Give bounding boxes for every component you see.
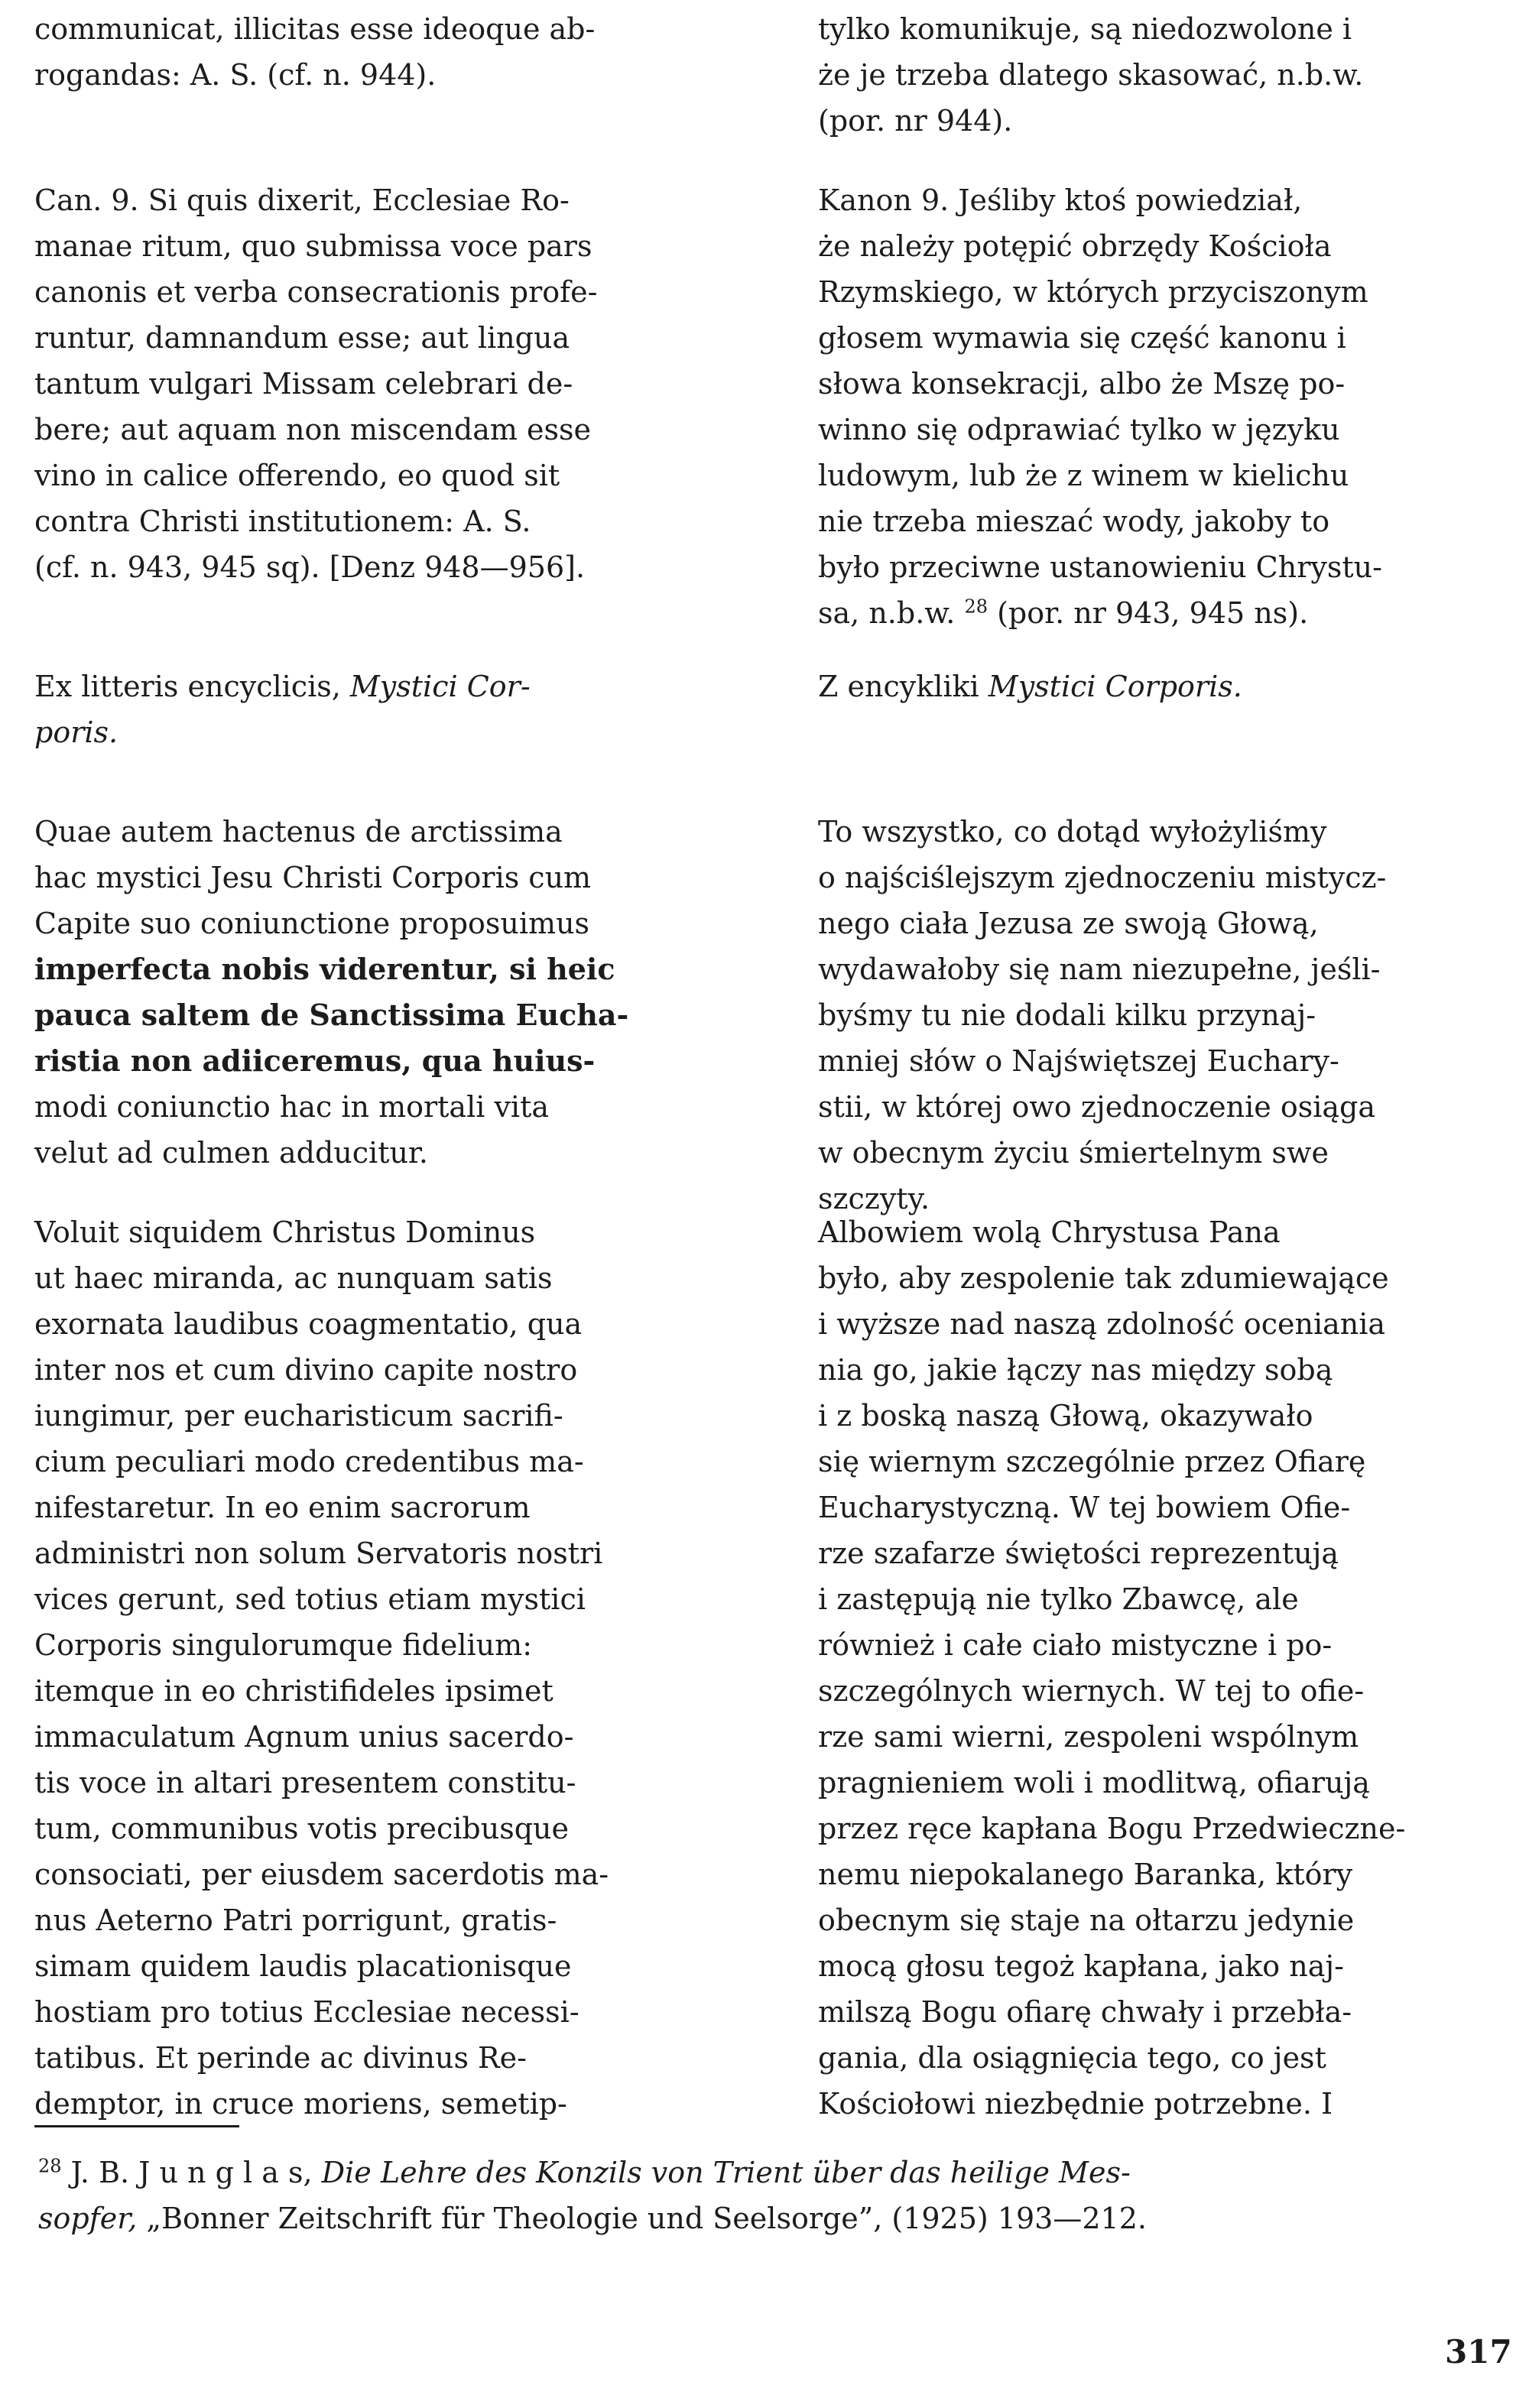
latin-intro-paragraph: [34, 6, 595, 98]
text-line: communicat, illicitas esse ideoque ab-: [34, 12, 596, 46]
footnote-title-cont: sopfer,: [38, 2202, 138, 2235]
text-line: pragnieniem woli i modlitwą, ofiarują: [818, 1766, 1370, 1800]
text-fragment: (por. nr 943, 945 ns).: [988, 596, 1309, 630]
text-line: gania, dla osiągnięcia tego, co jest: [818, 2041, 1326, 2075]
heading-line: [818, 664, 1242, 709]
text-line: canonis et verba consecrationis profe-: [34, 275, 598, 309]
text-line: rogandas: A. S. (cf. n. 944).: [34, 58, 437, 92]
page-number: 317: [1445, 2333, 1512, 2371]
text-line: o najściślejszym zjednoczeniu mistycz-: [818, 861, 1387, 894]
text-line: exornata laudibus coagmentatio, qua: [34, 1307, 583, 1341]
text-line: rze sami wierni, zespoleni wspólnym: [818, 1720, 1359, 1754]
text-line: się wiernym szczególnie przez Ofiarę: [818, 1445, 1366, 1478]
heading-title-italic-cont: poris.: [34, 716, 118, 749]
text-line: vino in calice offerendo, eo quod sit: [34, 459, 560, 492]
text-line: Kanon 9. Jeśliby ktoś powiedział,: [818, 183, 1303, 217]
text-line: immaculatum Agnum unius sacerdo-: [34, 1720, 574, 1754]
text-line: demptor, in cruce moriens, semetip-: [34, 2087, 567, 2121]
text-line: szczególnych wiernych. W tej to ofie-: [818, 1674, 1365, 1708]
text-line: było przeciwne ustanowieniu Chrystu-: [818, 550, 1382, 584]
text-line: obecnym się staje na ołtarzu jedynie: [818, 1903, 1355, 1937]
footnote-author: J. B. J u n g l a s,: [70, 2156, 313, 2189]
text-line: itemque in eo christifideles ipsimet: [34, 1674, 553, 1708]
text-line: stii, w której owo zjednoczenie osiąga: [818, 1090, 1376, 1124]
text-line: velut ad culmen adducitur.: [34, 1136, 429, 1170]
text-line: rze szafarze świętości reprezentują: [818, 1537, 1339, 1570]
footnote-citation: „Bonner Zeitschrift für Theologie und Seelsorge”, (1925) 193—212.: [137, 2202, 1147, 2235]
polish-intro-paragraph: [818, 6, 1363, 144]
text-line: (por. nr 944).: [818, 104, 1013, 138]
text-line: tylko komunikuje, są niedozwolone i: [818, 12, 1352, 46]
text-line: tatibus. Et perinde ac divinus Re-: [34, 2041, 527, 2075]
text-line: mniej słów o Najświętszej Euchary-: [818, 1044, 1339, 1078]
text-line: runtur, damnandum esse; aut lingua: [34, 321, 570, 355]
polish-canon-9: [818, 177, 1382, 636]
text-line: consociati, per eiusdem sacerdotis ma-: [34, 1858, 609, 1891]
text-line: hac mystici Jesu Christi Corporis cum: [34, 861, 592, 894]
text-line: milszą Bogu ofiarę chwały i przebła-: [818, 1995, 1352, 2029]
text-line: i z boską naszą Głową, okazywało: [818, 1399, 1313, 1433]
text-line: manae ritum, quo submissa voce pars: [34, 229, 592, 263]
text-line: [818, 590, 1382, 636]
text-line: Capite suo coniunctione proposuimus: [34, 907, 590, 940]
text-line: nus Aeterno Patri porrigunt, gratis-: [34, 1903, 557, 1937]
text-line: Quae autem hactenus de arctissima: [34, 815, 563, 849]
heading-text: Z encykliki: [818, 670, 988, 703]
text-line: vices gerunt, sed totius etiam mystici: [34, 1582, 586, 1616]
latin-quae-paragraph: [34, 809, 628, 1176]
text-line: Corporis singulorumque fidelium:: [34, 1628, 532, 1662]
text-line: cium peculiari modo credentibus ma-: [34, 1445, 584, 1478]
text-line: modi coniunctio hac in mortali vita: [34, 1090, 549, 1124]
text-line: contra Christi institutionem: A. S.: [34, 505, 531, 538]
text-line: inter nos et cum divino capite nostro: [34, 1353, 578, 1387]
text-line: Can. 9. Si quis dixerit, Ecclesiae Ro-: [34, 183, 570, 217]
polish-to-paragraph: [818, 809, 1386, 1222]
text-line: bere; aut aquam non miscendam esse: [34, 413, 591, 446]
heading-title-italic: Mystici Cor-: [349, 670, 531, 703]
text-line: Kościołowi niezbędnie potrzebne. I: [818, 2087, 1333, 2121]
footnote-line: [38, 2150, 1495, 2195]
text-line: mocą głosu tegoż kapłana, jako naj-: [818, 1949, 1345, 1983]
heading-line: [34, 664, 531, 709]
text-line: Eucharystyczną. W tej bowiem Ofie-: [818, 1491, 1351, 1524]
text-line: tantum vulgari Missam celebrari de-: [34, 367, 573, 401]
footnote-ref[interactable]: 28: [964, 596, 988, 618]
text-line: i wyższe nad naszą zdolność oceniania: [818, 1307, 1386, 1341]
text-line: ristia non adiiceremus, qua huius-: [34, 1043, 596, 1078]
latin-source-heading: [34, 664, 531, 755]
text-line: że należy potępić obrzędy Kościoła: [818, 229, 1332, 263]
text-fragment: sa, n.b.w.: [818, 596, 956, 630]
text-line: nifestaretur. In eo enim sacrorum: [34, 1491, 531, 1524]
text-line: ut haec miranda, ac nunquam satis: [34, 1261, 553, 1295]
text-line: wydawałoby się nam niezupełne, jeśli-: [818, 952, 1381, 986]
polish-source-heading: [818, 664, 1242, 709]
text-line: głosem wymawia się część kanonu i: [818, 321, 1346, 355]
text-line: było, aby zespolenie tak zdumiewające: [818, 1261, 1389, 1295]
text-line: byśmy tu nie dodali kilku przynaj-: [818, 998, 1316, 1032]
heading-text: Ex litteris encyclicis,: [34, 670, 350, 703]
text-line: simam quidem laudis placationisque: [34, 1949, 572, 1983]
polish-albowiem-paragraph: [818, 1209, 1405, 2127]
text-line: i zastępują nie tylko Zbawcę, ale: [818, 1582, 1299, 1616]
text-line: administri non solum Servatoris nostri: [34, 1537, 603, 1570]
text-line: hostiam pro totius Ecclesiae necessi-: [34, 1995, 579, 2029]
text-line: (cf. n. 943, 945 sq). [Denz 948—956].: [34, 550, 586, 584]
footnote-number: 28: [38, 2155, 62, 2177]
text-line: tum, communibus votis precibusque: [34, 1812, 569, 1845]
footnote: [38, 2150, 1495, 2241]
footnote-title: Die Lehre des Konzils von Trient über das heilige Mes-: [321, 2156, 1131, 2189]
heading-title-italic: Mystici Corporis.: [988, 670, 1242, 703]
text-line: nia go, jakie łączy nas między sobą: [818, 1353, 1333, 1387]
text-line: nemu niepokalanego Baranka, który: [818, 1858, 1353, 1891]
text-line: w obecnym życiu śmiertelnym swe: [818, 1136, 1329, 1170]
text-line: ludowym, lub że z winem w kielichu: [818, 459, 1349, 492]
text-line: iungimur, per eucharisticum sacrifi-: [34, 1399, 563, 1433]
text-line: przez ręce kapłana Bogu Przedwieczne-: [818, 1812, 1406, 1845]
text-line: winno się odprawiać tylko w języku: [818, 413, 1340, 446]
latin-voluit-paragraph: [34, 1209, 609, 2127]
footnote-line: [38, 2195, 1495, 2241]
text-line: szczyty.: [818, 1182, 930, 1215]
latin-canon-9: [34, 177, 598, 590]
text-line: nie trzeba mieszać wody, jakoby to: [818, 505, 1330, 538]
text-line: pauca saltem de Sanctissima Eucha-: [34, 998, 629, 1032]
text-line: imperfecta nobis viderentur, si heic: [34, 952, 615, 986]
text-line: Albowiem wolą Chrystusa Pana: [818, 1215, 1281, 1249]
text-line: tis voce in altari presentem constitu-: [34, 1766, 576, 1800]
text-line: nego ciała Jezusa ze swoją Głową,: [818, 907, 1319, 940]
text-line: słowa konsekracji, albo że Mszę po-: [818, 367, 1346, 401]
footnote-divider: [34, 2125, 239, 2127]
text-line: że je trzeba dlatego skasować, n.b.w.: [818, 58, 1364, 92]
text-line: Voluit siquidem Christus Dominus: [34, 1215, 536, 1249]
text-line: To wszystko, co dotąd wyłożyliśmy: [818, 815, 1327, 849]
text-line: również i całe ciało mistyczne i po-: [818, 1628, 1333, 1662]
text-line: Rzymskiego, w których przyciszonym: [818, 275, 1368, 309]
